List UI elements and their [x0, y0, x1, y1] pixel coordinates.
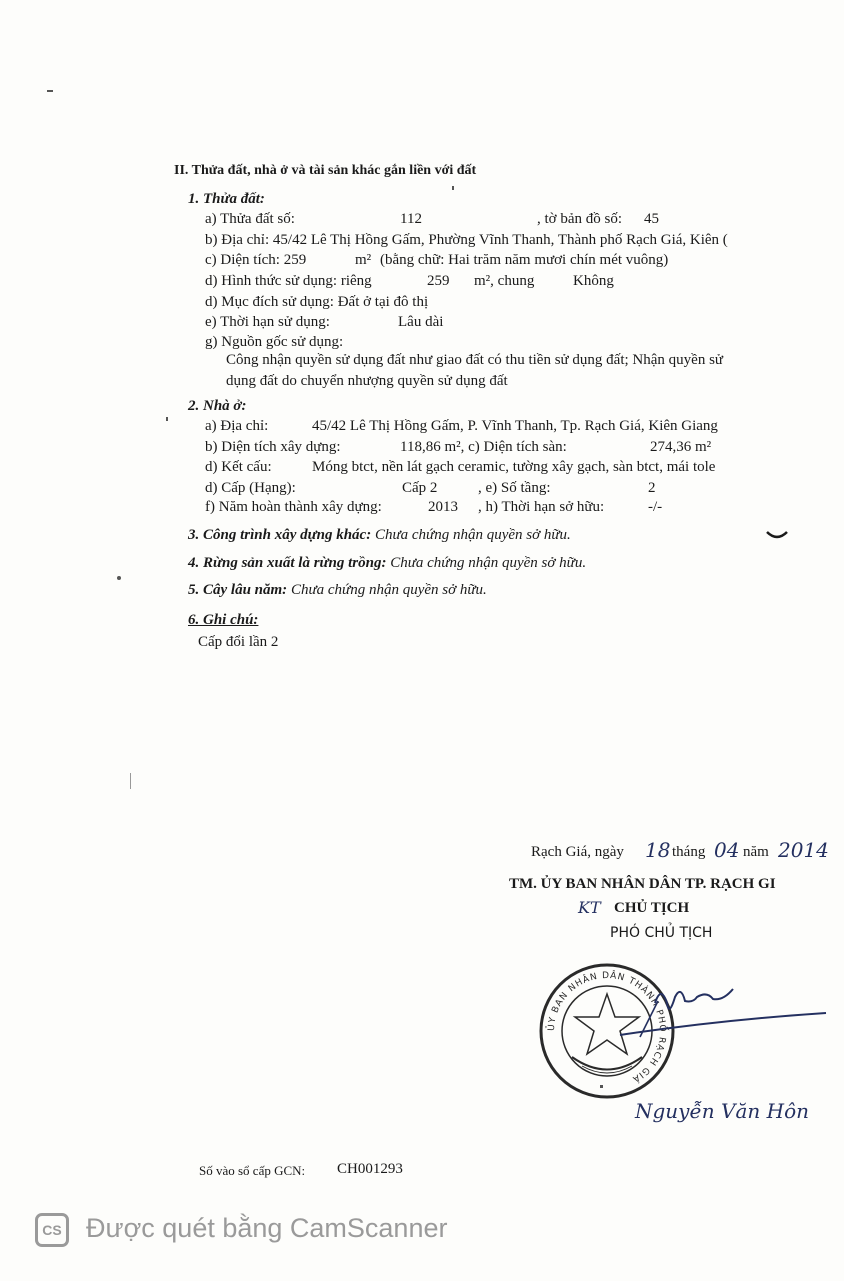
- date-day: 18: [645, 838, 671, 862]
- scan-speck: [166, 417, 168, 421]
- parcel-number: 112: [400, 211, 422, 227]
- place-date-prefix: Rạch Giá, ngày: [531, 844, 624, 860]
- notes-heading: 6. Ghi chú:: [188, 612, 259, 628]
- notes-value: Cấp đổi lần 2: [198, 634, 279, 650]
- date-month: 04: [714, 838, 740, 862]
- parcel-label: a) Thửa đất số:: [205, 211, 295, 227]
- use-form-label: d) Hình thức sử dụng: riêng: [205, 273, 372, 289]
- origin-label: g) Nguồn gốc sử dụng:: [205, 334, 344, 350]
- own-term-value: -/-: [648, 499, 663, 515]
- structure-label: d) Kết cấu:: [205, 459, 272, 475]
- registry-label: Số vào sổ cấp GCN:: [199, 1163, 306, 1178]
- house-address-value: 45/42 Lê Thị Hồng Gấm, P. Vĩnh Thanh, Tp. Rạch Giá, Kiên Giang: [312, 418, 718, 434]
- grade-value: Cấp 2: [402, 480, 438, 496]
- chairman-title: CHỦ TỊCH: [614, 900, 690, 916]
- kt-mark: KT: [578, 898, 601, 917]
- perennial-value: Chưa chứng nhận quyền sở hữu.: [290, 582, 487, 598]
- scan-speck: [452, 186, 454, 190]
- term-value: Lâu dài: [398, 314, 444, 330]
- camscanner-watermark-text: Được quét bằng CamScanner: [86, 1213, 448, 1243]
- origin-line-1: Công nhận quyền sử dụng đất như giao đất có thu tiền sử dụng đất; Nhận quyền sử: [226, 352, 724, 368]
- area-unit: m²: [355, 252, 372, 268]
- other-works-row: [188, 527, 571, 544]
- other-works-value: Chưa chứng nhận quyền sở hữu.: [374, 527, 571, 543]
- perennial-row: [188, 582, 487, 599]
- forest-label: 4. Rừng sản xuất là rừng trồng:: [188, 555, 387, 571]
- house-address-label: a) Địa chỉ:: [205, 418, 269, 434]
- other-works-label: 3. Công trình xây dựng khác:: [188, 527, 372, 543]
- land-address: b) Địa chỉ: 45/42 Lê Thị Hồng Gấm, Phường Vĩnh Thanh, Thành phố Rạch Giá, Kiên (: [205, 232, 728, 248]
- registry-number: CH001293: [337, 1161, 403, 1177]
- land-purpose: d) Mục đích sử dụng: Đất ở tại đô thị: [205, 294, 429, 310]
- land-heading: 1. Thửa đất:: [188, 191, 265, 207]
- scan-speck: [130, 773, 131, 789]
- perennial-label: 5. Cây lâu năm:: [188, 582, 288, 598]
- scan-speck: [600, 1085, 603, 1088]
- grade-label: d) Cấp (Hạng):: [205, 480, 296, 496]
- term-label: e) Thời hạn sử dụng:: [205, 314, 330, 330]
- house-heading: 2. Nhà ở:: [188, 398, 247, 414]
- section-title: II. Thửa đất, nhà ở và tài sản khác gắn liền với đất: [174, 163, 477, 178]
- year-word: năm: [743, 844, 769, 860]
- use-shared: Không: [573, 273, 614, 289]
- use-unit: m², chung: [474, 273, 535, 289]
- year-value: 2013: [428, 499, 458, 515]
- month-label: tháng: [672, 844, 706, 860]
- forest-row: [188, 555, 586, 572]
- structure-value: Móng btct, nền lát gạch ceramic, tường xây gạch, sàn btct, mái tole: [312, 459, 716, 475]
- year-label: f) Năm hoàn thành xây dựng:: [205, 499, 382, 515]
- floor-area-value: 274,36 m²: [650, 439, 712, 455]
- stamp-text: ỦY BAN NHÂN DÂN THÀNH PHỐ RẠCH GIÁ: [546, 970, 668, 1085]
- camscanner-logo-icon: CS: [35, 1213, 69, 1247]
- signature-stroke-icon: [600, 975, 830, 1055]
- map-sheet-number: 45: [644, 211, 659, 227]
- build-area-label: b) Diện tích xây dựng:: [205, 439, 341, 455]
- use-private-area: 259: [427, 273, 450, 289]
- vice-chairman-title: PHÓ CHỦ TỊCH: [610, 925, 713, 941]
- scan-speck: [47, 90, 53, 92]
- signer-name: Nguyễn Văn Hôn: [635, 1099, 809, 1123]
- floors-value: 2: [648, 480, 656, 496]
- area-label: c) Diện tích: 259: [205, 252, 307, 268]
- build-area-value: 118,86 m², c) Diện tích sàn:: [400, 439, 567, 455]
- origin-line-2: dụng đất do chuyển nhượng quyền sử dụng đất: [226, 373, 508, 389]
- own-term-label: , h) Thời hạn sở hữu:: [478, 499, 605, 515]
- authority-title: TM. ỦY BAN NHÂN DÂN TP. RẠCH GI: [509, 876, 776, 892]
- floors-label: , e) Số tầng:: [478, 480, 551, 496]
- forest-value: Chưa chứng nhận quyền sở hữu.: [390, 555, 587, 571]
- date-year: 2014: [778, 838, 829, 862]
- map-sheet-label: , tờ bản đồ số:: [537, 211, 623, 227]
- pen-mark-icon: [765, 528, 789, 542]
- scan-speck: [117, 576, 121, 580]
- area-words: (bằng chữ: Hai trăm năm mươi chín mét vuông): [380, 252, 669, 268]
